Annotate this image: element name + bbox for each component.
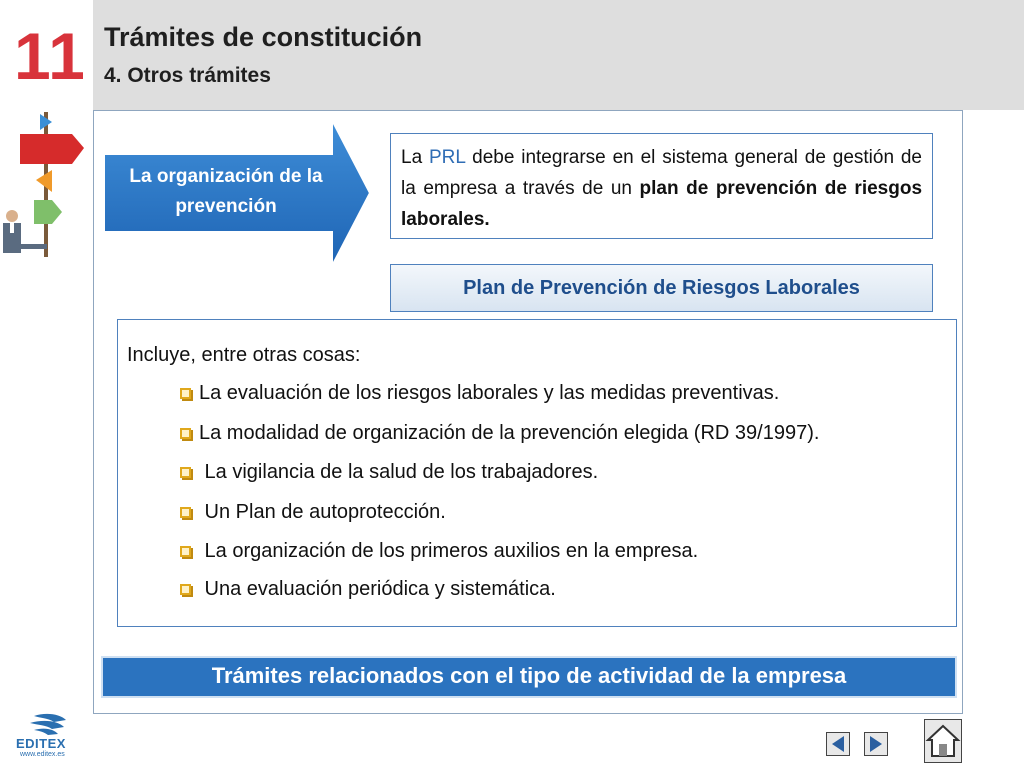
home-icon [925,720,961,762]
square-bullet-icon [180,428,191,439]
square-bullet-icon [180,507,191,518]
list-item: La vigilancia de la salud de los trabajadores. [180,461,598,484]
prl-bold-text: plan de prevención de riesgos laborales. [401,178,923,230]
previous-button[interactable] [826,732,850,756]
home-button[interactable] [924,719,962,763]
next-arrow-icon [865,733,887,755]
plan-title-box: Plan de Prevención de Riesgos Laborales [390,264,933,312]
header-band [93,0,1024,110]
list-item: La organización de los primeros auxilios en la empresa. [180,540,698,563]
editex-logo-text: EDITEX [16,736,66,751]
list-item: Un Plan de autoprotección. [180,501,446,524]
list-item: Una evaluación periódica y sistemática. [180,578,556,601]
prl-text-before: La [401,147,423,168]
signpost-figure-icon [0,112,90,262]
chapter-number: 11 [14,19,86,93]
page-title: Trámites de constitución [104,22,423,52]
list-item: La modalidad de organización de la prevención elegida (RD 39/1997). [180,422,819,445]
next-button[interactable] [864,732,888,756]
prl-acronym: PRL [429,147,466,168]
square-bullet-icon [180,467,191,478]
list-intro: Incluye, entre otras cosas: [127,344,361,366]
related-procedures-link[interactable]: Trámites relacionados con el tipo de actividad de la empresa [101,656,957,698]
editex-url: www.editex.es [20,751,65,758]
square-bullet-icon [180,388,191,399]
list-item: La evaluación de los riesgos laborales y las medidas preventivas. [180,382,779,405]
square-bullet-icon [180,546,191,557]
organization-label: La organización de la prevención [129,166,323,217]
square-bullet-icon [180,584,191,595]
prl-text-middle: debe integrarse en el sistema general de gestión de la empresa a través de un [401,147,923,199]
previous-arrow-icon [827,733,849,755]
page-subtitle: 4. Otros trámites [104,64,271,87]
prl-text-box [390,133,933,239]
